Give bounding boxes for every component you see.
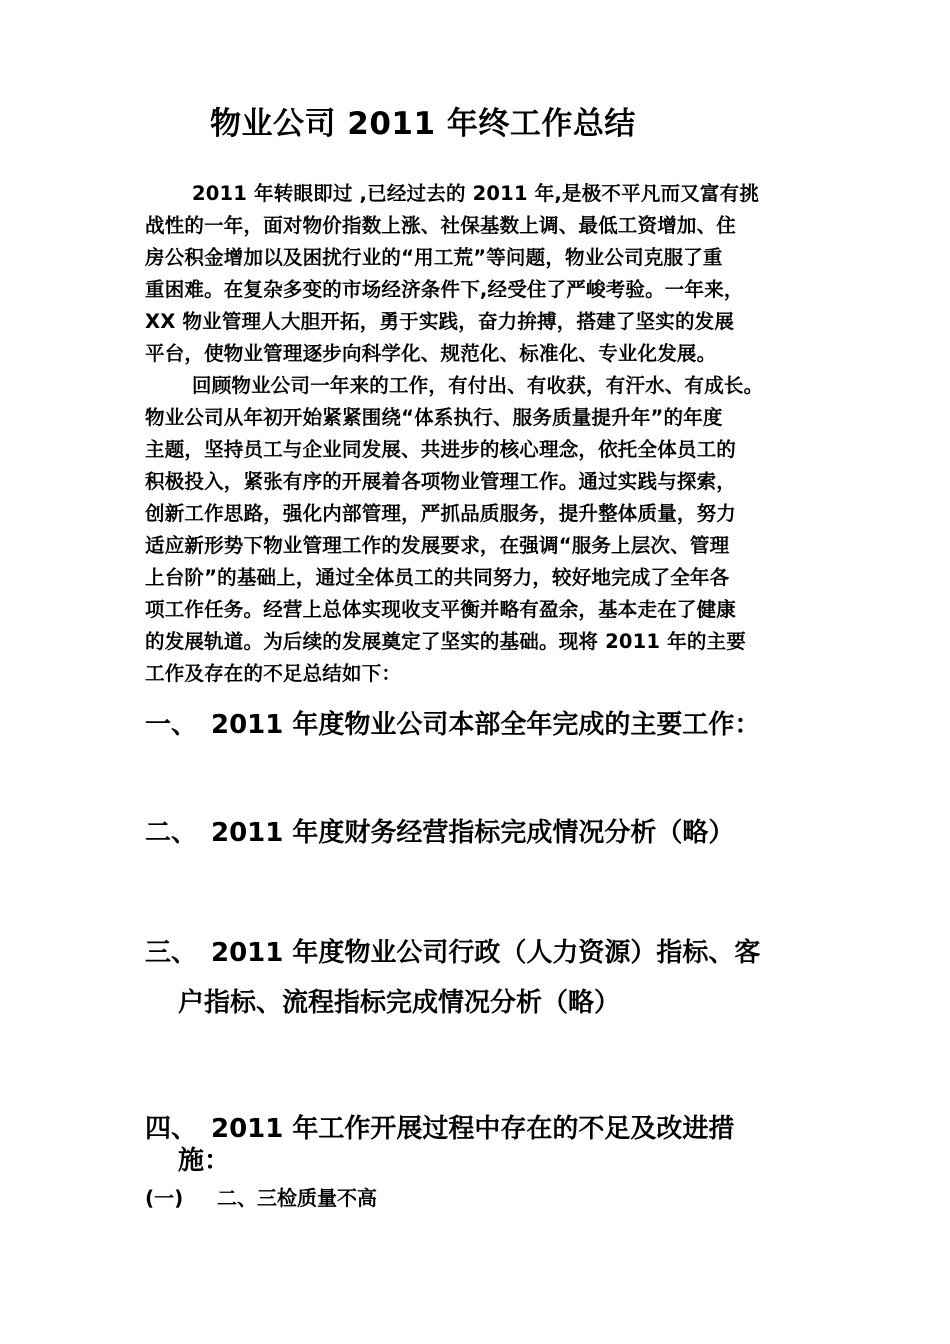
subsection-heading: [145, 1182, 377, 1211]
paragraph-line: 回顾物业公司一年来的工作，有付出、有收获，有汗水、有成长。: [192, 374, 764, 397]
subsection-title: 二、三检质量不高: [217, 1186, 377, 1210]
document-title: 物业公司 2011 年终工作总结: [210, 106, 636, 142]
section-number: 二、: [145, 818, 198, 848]
paragraph-line: 积极投入，紧张有序的开展着各项物业管理工作。通过实践与探索，: [145, 470, 737, 493]
section-number: 一、: [145, 710, 198, 740]
subsection-number: (一): [145, 1186, 184, 1210]
paragraph-line: 平台，使物业管理逐步向科学化、规范化、标准化、专业化发展。: [145, 342, 717, 365]
section-title-continuation: 户指标、流程指标完成情况分析（略）: [178, 988, 621, 1018]
paragraph-line: 工作及存在的不足总结如下：: [145, 662, 402, 685]
paragraph-line: 项工作任务。经营上总体实现收支平衡并略有盈余，基本走在了健康: [145, 598, 737, 621]
paragraph-line: 战性的一年，面对物价指数上涨、社保基数上调、最低工资增加、住: [145, 214, 737, 237]
paragraph-line: 物业公司从年初开始紧紧围绕“体系执行、服务质量提升年”的年度: [145, 406, 723, 429]
paragraph-line: 主题，坚持员工与企业同发展、共进步的核心理念，依托全体员工的: [145, 438, 737, 461]
section-number: 四、: [145, 1114, 198, 1144]
paragraph-line: 重困难。在复杂多变的市场经济条件下,经受住了严峻考验。一年来，: [145, 278, 744, 301]
paragraph-line: 的发展轨道。为后续的发展奠定了坚实的基础。现将 2011 年的主要: [145, 630, 746, 653]
section-number: 三、: [145, 938, 198, 968]
section-heading-1: [145, 704, 760, 741]
section-heading-2: [145, 812, 734, 849]
section-heading-3: [145, 932, 760, 969]
paragraph-line: 上台阶”的基础上，通过全体员工的共同努力，较好地完成了全年各: [145, 566, 730, 589]
section-title: 2011 年度财务经营指标完成情况分析（略）: [211, 818, 735, 848]
paragraph-line: 创新工作思路，强化内部管理，严抓品质服务，提升整体质量，努力: [145, 502, 737, 525]
section-title: 2011 年度物业公司行政（人力资源）指标、客: [211, 938, 761, 968]
paragraph-line: 房公积金增加以及困扰行业的“用工荒”等问题，物业公司克服了重: [145, 246, 723, 269]
section-heading-4: [145, 1108, 734, 1145]
paragraph-line: XX 物业管理人大胆开拓，勇于实践，奋力拚搏，搭建了坚实的发展: [145, 310, 735, 333]
section-title-continuation: 施：: [178, 1146, 231, 1176]
section-title: 2011 年度物业公司本部全年完成的主要工作：: [211, 710, 761, 740]
paragraph-line: 2011 年转眼即过 ,已经过去的 2011 年,是极不平凡而又富有挑: [192, 182, 760, 205]
paragraph-line: 适应新形势下物业管理工作的发展要求，在强调“服务上层次、管理: [145, 534, 730, 557]
section-title: 2011 年工作开展过程中存在的不足及改进措: [211, 1114, 735, 1144]
